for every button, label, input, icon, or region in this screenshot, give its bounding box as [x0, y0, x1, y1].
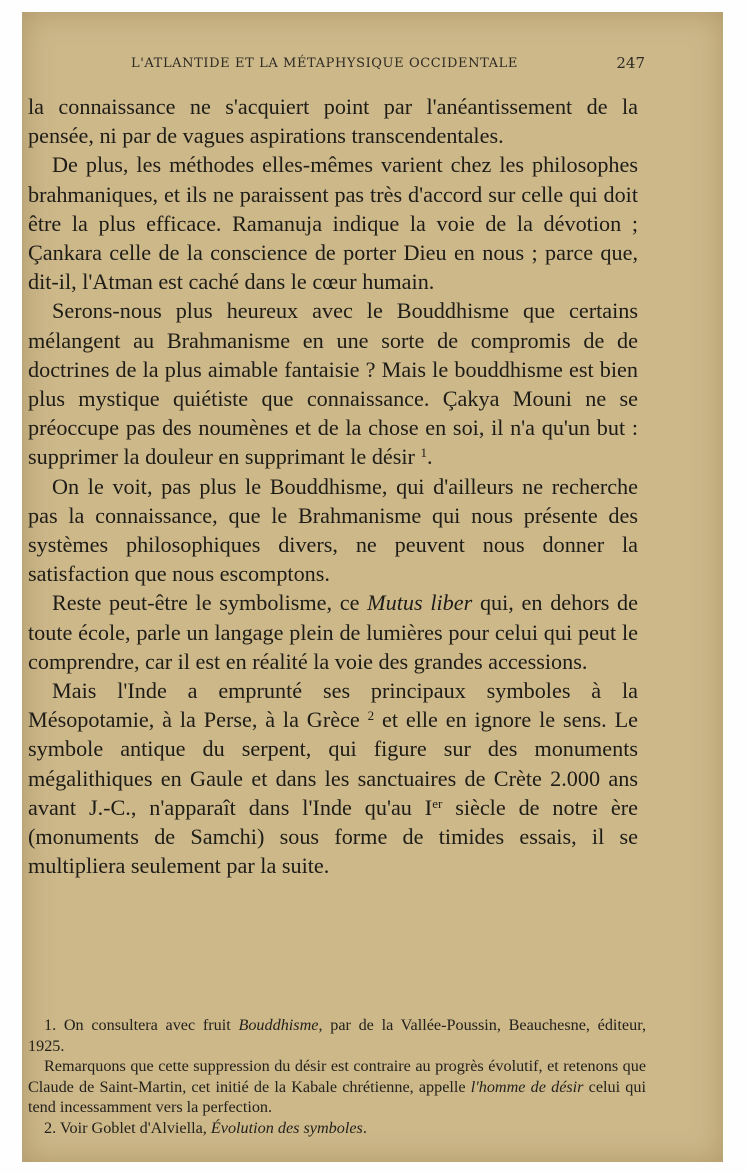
paragraph: [28, 676, 638, 880]
paragraph-text: qui, en dehors de toute école, parle un langage plein de lumières pour celui qui peut le comprendre, car il est en réalité la voie des grandes accessions.: [28, 590, 639, 674]
footnote-text: Remarquons que cette suppression du désir est contraire au progrès évolutif, et retenons que Claude de Saint-Martin, cet initié de la Kabale chrétienne, appelle: [28, 1057, 646, 1096]
paragraph: [28, 296, 638, 471]
page-number: 247: [616, 54, 645, 72]
footnote: [28, 1118, 646, 1139]
footnote-marker: 1: [420, 445, 427, 461]
paragraph-text: .: [427, 444, 433, 470]
italic-title: Mutus liber: [367, 590, 473, 616]
paragraph-text: Reste peut-être le symbolisme, ce: [52, 590, 368, 616]
footnote-text: 1. On consultera avec fruit: [44, 1016, 239, 1034]
paragraph: [28, 588, 638, 676]
paragraph: [28, 92, 638, 150]
ordinal-suffix: er: [432, 795, 443, 811]
paragraph-text: siècle de notre ère (monuments de Samchi) sous forme de timides essais, il se multipliera seulement par la suite.: [28, 794, 638, 879]
footnote: [28, 1015, 646, 1056]
paragraph-text: Mais l'Inde a emprunté ses principaux symboles à la Mésopotamie, à la Perse, à la Grèce: [28, 678, 638, 733]
italic-phrase: l'homme de désir: [470, 1077, 584, 1096]
page-header: [23, 56, 723, 76]
italic-title: Bouddhisme: [238, 1016, 319, 1034]
footnote-text: , par de la Vallée-Poussin, Beauchesne, éditeur, 1925.: [28, 1016, 646, 1055]
footnote-text: .: [362, 1118, 367, 1137]
footnote: [28, 1056, 646, 1118]
footnotes: [28, 1015, 646, 1139]
running-title: L'ATLANTIDE ET LA MÉTAPHYSIQUE OCCIDENTALE: [131, 56, 518, 71]
footnote-marker: 2: [367, 708, 375, 724]
italic-title: Évolution des symboles: [210, 1118, 363, 1137]
footnote-text: 2. Voir Goblet d'Alviella,: [44, 1118, 211, 1137]
paragraph-text: la connaissance ne s'acquiert point par l'anéantissement de la pensée, ni par de vagues aspirations transcendentales.: [28, 94, 638, 149]
footnote-text: celui qui tend incessamment vers la perfection.: [28, 1077, 646, 1117]
paragraph-text: et elle en ignore le sens. Le symbole antique du serpent, qui figure sur des monuments mégalithiques en Gaule et dans les sanctuaires de Crète 2.000 ans avant J.-C., n'apparaît dans l'Inde qu'au: [28, 707, 638, 820]
paragraph-text: On le voit, pas plus le Bouddhisme, qui d'ailleurs ne recherche pas la connaissance, que le Brahmanisme qui nous présente des systèmes philosophiques divers, ne peuvent nous donner la satisfaction que nous escomptons.: [28, 473, 638, 587]
paragraph: [28, 150, 638, 296]
ordinal: I: [424, 794, 433, 820]
paragraph: [28, 472, 638, 589]
paragraph-text: Serons-nous plus heureux avec le Bouddhisme que certains mélangent au Brahmanisme en une sorte de compromis de de doctrines de la plus aimable fantaisie ? Mais le bouddhisme est bien plus mystique quiétiste que connaissance. Çakya Mouni ne se préoccupe pas des noumènes et de la chose en soi, il n'a qu'un but : supprimer la douleur en supprimant le désir: [28, 298, 638, 470]
paragraph-text: De plus, les méthodes elles-mêmes varient chez les philosophes brahmaniques, et ils ne paraissent pas très d'accord sur celle qui doit être la plus efficace. Ramanuja indique la voie de la dévotion ; Çankara celle de la conscience de porter Dieu en nous ; parce que, dit-il, l'Atman est caché dans le cœur humain.: [28, 152, 638, 295]
book-page: [22, 12, 723, 1162]
body-text: [28, 92, 638, 880]
